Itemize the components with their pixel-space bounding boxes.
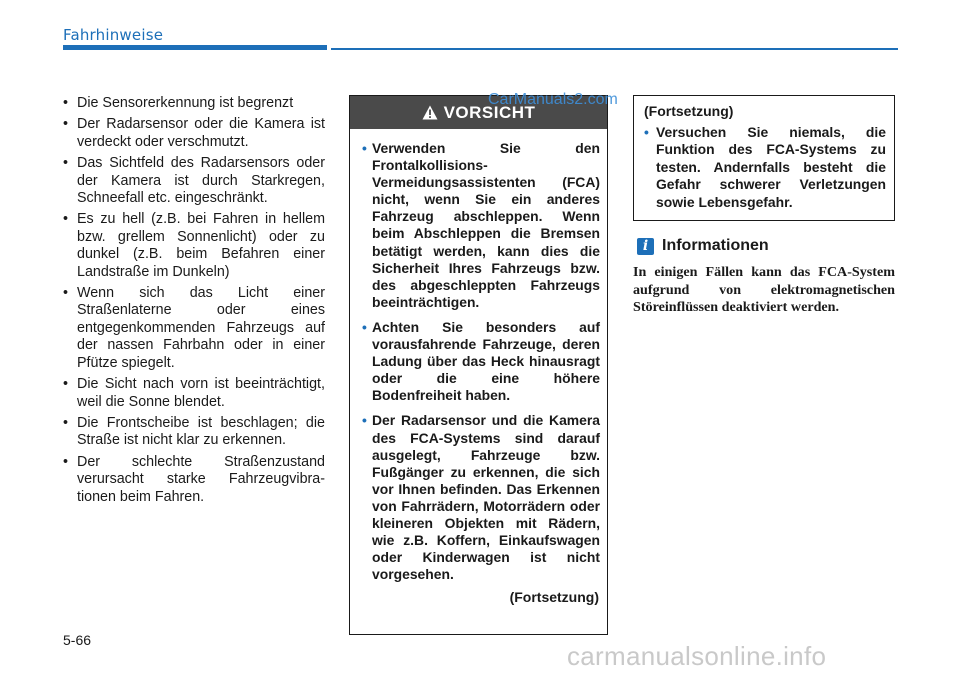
list-item: • Der schlechte Straßenzustand verursacht starke Fahrzeugvibra-tionen beim Fahren.	[63, 454, 325, 506]
left-column	[63, 95, 325, 510]
info-text: In einigen Fällen kann das FCA-System aufgrund von elektromagnetischen Störeinflüssen deaktiviert werden.	[633, 264, 895, 316]
continuation-item: • Versuchen Sie niemals, die Funktion des FCA-Systems zu testen. Andernfalls besteht die Gefahr schwerer Verletzungen sowie Lebensgefahr.	[644, 124, 886, 211]
page-number: 5-66	[63, 632, 92, 648]
info-heading	[637, 237, 769, 255]
caution-item: • Verwenden Sie den Frontalkollisions-Vermeidungsassistenten (FCA) nicht, wenn Sie ein anderes Fahrzeug abschleppen. Wenn beim Abschleppen die Bremsen betätigt werden, kann dies die Sicherheit Ihres Fahrzeugs bzw. des abgeschleppten Fahrzeugs beeinträchtigen.	[362, 140, 600, 311]
info-icon: i	[637, 238, 654, 255]
continuation-heading: (Fortsetzung)	[644, 103, 734, 119]
caution-item: • Achten Sie besonders auf vorausfahrende Fahrzeuge, deren Ladung über das Heck hinausragt oder die eine höhere Bodenfreiheit haben.	[362, 319, 600, 404]
info-title: Informationen	[662, 237, 769, 254]
continued-label: (Fortsetzung)	[509, 589, 599, 606]
caution-item: • Der Radarsensor und die Kamera des FCA-Systems sind darauf ausgelegt, Fahrzeuge bzw. Fußgänger zu erkennen, die sich vor Ihnen befinden. Das Erkennen von Fahrrädern, Motorrädern oder kleineren Objekten mit Rädern, wie z.B. Koffern, Einkaufswagen oder Kinderwagen ist nicht vorgesehen.	[362, 412, 600, 583]
header-rule-thick	[63, 45, 327, 50]
list-item: • Die Frontscheibe ist beschlagen; die Straße ist nicht klar zu erkennen.	[63, 415, 325, 450]
continuation-list	[644, 124, 886, 211]
list-item: • Das Sichtfeld des Radarsensors oder der Kamera ist durch Starkregen, Schneefall etc. eingeschränkt.	[63, 155, 325, 207]
condition-list	[63, 95, 325, 506]
list-item: • Die Sensorerkennung ist begrenzt	[63, 95, 325, 112]
list-item: • Wenn sich das Licht einer Straßenlaterne oder eines entgegenkommenden Fahrzeugs auf der nassen Fahrbahn oder in einer Pfütze spiegelt.	[63, 285, 325, 372]
list-item: • Der Radarsensor oder die Kamera ist verdeckt oder verschmutzt.	[63, 116, 325, 151]
list-item: • Es zu hell (z.B. bei Fahren in hellem bzw. grellem Sonnenlicht) oder zu dunkel (z.B. beim Befahren einer Landstraße im Dunkeln)	[63, 211, 325, 281]
caution-box	[349, 95, 608, 635]
caution-title: VORSICHT	[443, 102, 536, 122]
list-item: • Die Sicht nach vorn ist beeinträchtigt, weil die Sonne blendet.	[63, 376, 325, 411]
watermark-footer[interactable]: carmanualsonline.info	[567, 641, 827, 671]
warning-triangle-icon	[422, 105, 438, 120]
section-title: Fahrhinweise	[63, 26, 164, 44]
caution-list	[350, 129, 607, 583]
continuation-box	[633, 95, 895, 221]
header-rule-thin	[331, 48, 898, 50]
watermark-top[interactable]: CarManuals2.com	[488, 91, 618, 108]
